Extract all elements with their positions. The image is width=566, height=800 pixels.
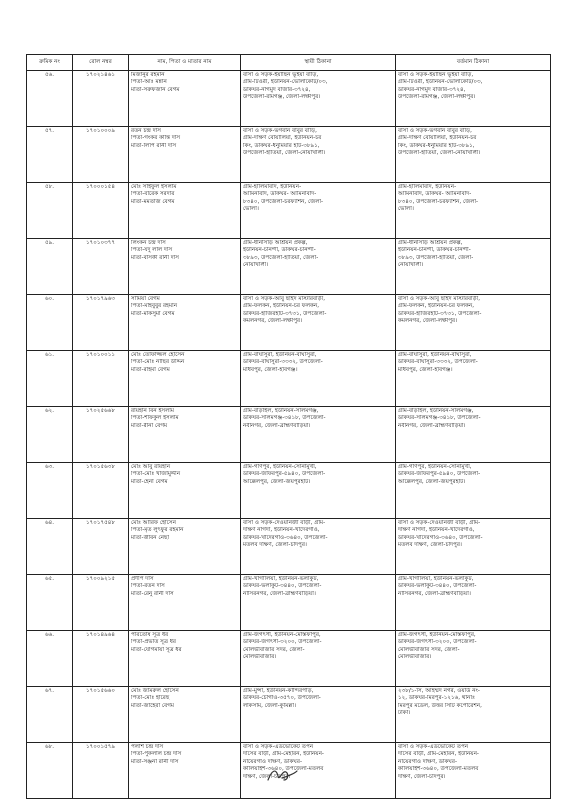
- address-line: আমিনাবাদ, ডাকঘর- আমিনাবাদ-: [398, 191, 472, 198]
- address-line: গ্রাম-গণিপুর, ইউনিয়ন-সোনামুখী,: [398, 464, 472, 470]
- address-line: ২৩৮/১-সি, আহম্মদ নগর, ওয়ার্ড নং-: [398, 688, 480, 694]
- address-line: ৮৩৪০, উপজেলা-চরফ্যাশন, জেলা-: [398, 198, 479, 205]
- permanent-address-cell: [241, 351, 396, 407]
- serial-cell: ৫৭.: [27, 127, 73, 183]
- name-line: মাতা-হেনা বেগম: [131, 478, 168, 485]
- present-address-cell: [396, 743, 551, 799]
- address-line: ডাকঘর-বাঘাসুরা-৩৩৩২, উপজেলা-: [243, 359, 323, 366]
- address-line: উপজেলা-হাতিয়া, জেলা-নোয়াখালী।: [398, 150, 481, 157]
- names-cell: [129, 631, 241, 687]
- present-address-cell: [396, 71, 551, 127]
- address-line: মতলব দক্ষিণ, জেলা-চাঁদপুর।: [243, 542, 307, 549]
- roll-cell: ১৭০১০৩৭৭: [73, 239, 129, 295]
- name-line: সামিয়া বেগম: [131, 296, 160, 302]
- roll-cell: ১৭০১০০১১: [73, 351, 129, 407]
- header-roll: রোল নম্বর: [73, 55, 129, 71]
- permanent-address-cell: [241, 575, 396, 631]
- address-line: বাসা ও সড়ক-ইয়াছিন ভূইয়া বাড়ি,: [398, 72, 474, 78]
- name-line: পিতা-মোঃ খাজামুদ্দীন: [131, 471, 181, 478]
- name-line: পিতা-পুকলাল চন্দ্র দাস: [131, 751, 182, 758]
- address-line: গ্রাম-টিওরী, ইউনিয়ন-ভোলাকোট/০৩,: [243, 79, 328, 86]
- table-row: [27, 519, 551, 575]
- address-line: নবীনগর, জেলা-ব্রাহ্মণবাড়িয়া।: [243, 422, 311, 429]
- address-line: আক্কেলপুর, জেলা-জয়পুরহাট।: [243, 478, 311, 485]
- name-line: মাতা-জাহেরা বেগম: [131, 702, 175, 709]
- address-line: ৩৮৯৩, উপজেলা-হাতিয়া, জেলা-: [243, 254, 319, 261]
- address-line: গ্রাম-বাড়াইল, ইউনিয়ন-সলিমগঞ্জ,: [398, 408, 474, 414]
- names-cell: [129, 463, 241, 519]
- address-line: গ্রাম-মুন্সা, ইউনিয়ন-কান্দিরপাড়,: [243, 688, 314, 694]
- serial-cell: ৫৮.: [27, 183, 73, 239]
- name-line: মাতা-যোগমায়া সূত্র ধর: [131, 646, 182, 653]
- table-row: [27, 239, 551, 295]
- address-line: গ্রাম-ফলকন, ইউনিয়ন-চর ফলকন,: [243, 303, 320, 310]
- address-line: কিং, ডাকঘর-ধনুমিয়ার হাট-৩৮৯১,: [398, 142, 475, 149]
- table-row: [27, 295, 551, 351]
- table-row: [27, 183, 551, 239]
- address-line: গ্রাম-বাড়াইল, ইউনিয়ন-সলিমগঞ্জ,: [243, 408, 319, 414]
- address-line: বাসা ও সড়ক-ইয়াছিন ভূইয়া বাড়ি,: [243, 72, 319, 78]
- names-cell: [129, 519, 241, 575]
- address-line: গ্রাম-ধানসিড়ি আশ্রয়ন প্রকল্প,: [398, 240, 463, 246]
- address-line: উপজেলা-হাতিয়া, জেলা-নোয়াখালী।: [243, 150, 326, 157]
- name-line: মোঃ আবু রায়হান: [131, 464, 171, 470]
- permanent-address-cell: [241, 239, 396, 295]
- address-line: গ্রাম-বাঘাসুরা, ইউনিয়ন-বাঘাসুরা,: [243, 352, 317, 358]
- permanent-address-cell: [241, 295, 396, 351]
- address-line: নাসিরনগর, জেলা-ব্রাহ্মণবাড়িয়া।: [243, 590, 316, 597]
- name-line: পিতা-যদু লাল দাস: [131, 247, 173, 254]
- name-line: প্রদীপ দাস: [131, 576, 154, 582]
- address-line: গ্রাম-খাগালিয়া, ইউনিয়ন-ভলাকুট,: [398, 576, 474, 582]
- names-cell: [129, 687, 241, 743]
- name-line: মাতা-লিপি রানী দাস: [131, 142, 177, 149]
- address-line: উপজেলা-রামগঞ্জ, জেলা-লক্ষীপুর।: [398, 94, 476, 101]
- present-address-cell: [396, 295, 551, 351]
- name-line: মাতা-বাসকী রানী দাস: [131, 254, 179, 261]
- table-row: [27, 575, 551, 631]
- permanent-address-cell: [241, 519, 396, 575]
- address-line: ডাকঘর-ভলাকুট-৩৪৪০, উপজেলা-: [243, 583, 322, 590]
- name-line: মাতা-মাকসুমা বেগম: [131, 310, 175, 317]
- name-line: পিতা-মোঃ নাছির উদ্দিন: [131, 359, 185, 366]
- address-line: কিং, ডাকঘর-ধনুমিয়ার হাট-৩৮৯১,: [243, 142, 320, 149]
- table-row: [27, 463, 551, 519]
- address-line: ৮৩৪০, উপজেলা-চরফ্যাশন, জেলা-: [243, 198, 324, 205]
- address-line: ডাকঘর-খাদেরগাঁও-৩৬৪০, উপজেলা-: [398, 534, 483, 541]
- names-cell: [129, 575, 241, 631]
- address-line: নোয়াখালী।: [243, 262, 269, 269]
- serial-cell: ৬৫.: [27, 575, 73, 631]
- address-line: দাসের বাড়ী, গ্রাম-মেহারন, ইউনিয়ন-: [398, 751, 479, 758]
- roll-cell: ১৭০১৫৬৬০: [73, 687, 129, 743]
- address-line: মাধবপুর, জেলা-হবিগঞ্জ।: [398, 366, 453, 373]
- name-line: মাতা-মমতাজ বেগম: [131, 198, 175, 205]
- permanent-address-cell: [241, 183, 396, 239]
- address-line: গ্রাম-হালিমাবাদ, ইউনিয়ন-: [243, 184, 302, 190]
- name-line: পিতা-আঃ মন্নান: [131, 79, 167, 86]
- address-line: দক্ষিণ নাগদা, ইউনিয়ন-খাদেরগাঁও,: [398, 527, 475, 534]
- table-row: [27, 631, 551, 687]
- header-present-address: বর্তমান ঠিকানা: [396, 55, 551, 71]
- address-line: ডাকঘর-জাফরপুর-৫৯৪০, উপজেলা-: [398, 471, 481, 478]
- address-line: ডাকঘর-বাঘাসুরা-৩৩৩২, উপজেলা-: [398, 359, 478, 366]
- permanent-address-cell: [241, 463, 396, 519]
- roll-cell: ১৭০১৭৯৬৩: [73, 295, 129, 351]
- address-line: ডাকঘর-নাগমুদ বাজার-৩৭২৪,: [398, 86, 466, 93]
- address-line: ডাকঘর-জগৎসী-৩২০০, উপজেলা-: [398, 639, 477, 646]
- name-line: পিতা-প্রভাত সূত্র ধর: [131, 639, 176, 646]
- address-line: বাসা ও সড়ক-ভগবান বাবুর বাড়ি,: [398, 128, 472, 134]
- name-line: পলাশ চন্দ্র দাস: [131, 744, 164, 750]
- header-serial: ক্রমিক নং: [27, 55, 73, 71]
- address-line: বাসা ও সড়ক-এডভোকেট তপন: [398, 744, 469, 750]
- address-line: ১২, ডাকঘর-মিরপুর-১২১৬, থানাঃ: [398, 695, 475, 702]
- roll-cell: ১৭০১৫৬৩৮: [73, 463, 129, 519]
- name-line: রায়হান বিন ইসলাম: [131, 408, 175, 414]
- address-line: ডাকঘর-সলিমগঞ্জ-৩৪১৮, উপজেলা-: [243, 415, 326, 422]
- names-cell: [129, 351, 241, 407]
- permanent-address-cell: [241, 687, 396, 743]
- name-line: মিজানুর রহমান: [131, 72, 165, 78]
- permanent-address-cell: [241, 631, 396, 687]
- name-line: পিতা-গংকর কান্তি দাস: [131, 135, 181, 142]
- table-row: [27, 407, 551, 463]
- name-line: মোঃ তোফাজ্জল হোসেন: [131, 352, 185, 358]
- name-line: রতন চন্দ্র দাস: [131, 128, 161, 134]
- roll-cell: ১৭০০০১৫৪: [73, 183, 129, 239]
- serial-cell: ৬৩.: [27, 463, 73, 519]
- header-permanent-address: স্থায়ী ঠিকানা: [241, 55, 396, 71]
- address-line: ভোলা।: [398, 206, 414, 213]
- serial-cell: ৬১.: [27, 351, 73, 407]
- address-line: কালিয়াইশ-৩৬৪০, উপজেলা-মতলব: [243, 766, 324, 773]
- address-line: গ্রাম-জগৎসী, ইউনিয়ন-মোস্তফাপুর,: [398, 632, 476, 638]
- name-line: পিতা-রতন দাস: [131, 583, 165, 590]
- name-line: মাতা-জীবন নেছা: [131, 534, 170, 541]
- serial-cell: ৬৭.: [27, 687, 73, 743]
- table-header-row: [27, 55, 551, 71]
- address-line: গ্রাম-ফলকন, ইউনিয়ন-চর ফলকন,: [398, 303, 475, 310]
- address-line: গ্রাম-খাগালিয়া, ইউনিয়ন-ভলাকুট,: [243, 576, 319, 582]
- document-sheet: [26, 54, 550, 799]
- address-line: ডাকঘর-নাগমুদ বাজার-৩৭২৪,: [243, 86, 311, 93]
- address-line: গ্রাম-জগৎসী, ইউনিয়ন-মোস্তফাপুর,: [243, 632, 321, 638]
- name-line: মোঃ সাইফুল ইসলাম: [131, 184, 177, 190]
- present-address-cell: [396, 519, 551, 575]
- address-line: কমলনগর, জেলা-লক্ষীপুর।: [398, 318, 458, 325]
- name-line: পিতা-বারেক সরদার: [131, 191, 175, 198]
- address-line: বাসা ও সড়ক-আবু ছাইদ মাস্টারবাড়ী,: [243, 296, 326, 302]
- header-names: নাম, পিতা ও মাতার নাম: [129, 55, 241, 71]
- present-address-cell: [396, 351, 551, 407]
- present-address-cell: [396, 575, 551, 631]
- address-line: ইউনিয়ন-চানন্দী, ডাকঘর-চানন্দী-: [398, 247, 471, 254]
- serial-cell: ৬০.: [27, 295, 73, 351]
- serial-cell: ৬৪.: [27, 519, 73, 575]
- name-line: পরিতোষ সূত্র ধর: [131, 632, 169, 638]
- roll-cell: ১৭০১৪৯৬৪: [73, 631, 129, 687]
- present-address-cell: [396, 183, 551, 239]
- present-address-cell: [396, 687, 551, 743]
- address-line: ডাকঘর-চৌগাঁও-৩৫৭০, উপজেলা-: [243, 695, 321, 702]
- address-line: মৌলভীবাজার সদর, জেলা-: [398, 646, 460, 653]
- name-line: মোঃ জামরুল হোসেন: [131, 688, 179, 694]
- roll-cell: ১৭০০১৫৭৯: [73, 743, 129, 799]
- name-line: মাতা-রেনু রানী দাস: [131, 590, 174, 597]
- address-line: গ্রাম-দক্ষিণ বোয়ালিয়া, ইউনিয়ন-চর: [398, 135, 477, 142]
- address-line: আমিনাবাদ, ডাকঘর- আমিনাবাদ-: [243, 191, 317, 198]
- address-line: নবীনগর, জেলা-ব্রাহ্মণবাড়িয়া।: [398, 422, 466, 429]
- address-line: বাসা ও সড়ক-দেওয়ানজী বাড়ী, গ্রাম-: [398, 520, 481, 526]
- address-line: নোয়াখালী।: [398, 262, 424, 269]
- address-line: আক্কেলপুর, জেলা-জয়পুরহাট।: [398, 478, 466, 485]
- permanent-address-cell: [241, 127, 396, 183]
- candidate-table: [26, 54, 551, 799]
- names-cell: [129, 743, 241, 799]
- address-line: কালিয়াইশ-৩৬৪০, উপজেলা-মতলব: [398, 766, 479, 773]
- address-line: মিরপুর মডেল, উত্তর সিটি কর্পোরেশন,: [398, 702, 482, 709]
- table-row: [27, 71, 551, 127]
- name-line: মাতা-সঞ্জনা রানী দাস: [131, 758, 179, 765]
- address-line: ডাকঘর-খাদেরগাঁও-৩৬৪০, উপজেলা-: [243, 534, 328, 541]
- address-line: বাসা ও সড়ক-দেওয়ানজী বাড়ী, গ্রাম-: [243, 520, 326, 526]
- address-line: লাকসাম, জেলা-কুমিল্লা।: [243, 702, 296, 709]
- serial-cell: ৫৬.: [27, 71, 73, 127]
- address-line: বাসা ও সড়ক-আবু ছাইদ মাস্টারবাড়ী,: [398, 296, 481, 302]
- names-cell: [129, 295, 241, 351]
- address-line: ডাকঘর-সলিমগঞ্জ-৩৪১৮, উপজেলা-: [398, 415, 481, 422]
- address-line: উপজেলা-রামগঞ্জ, জেলা-লক্ষীপুর।: [243, 94, 321, 101]
- permanent-address-cell: [241, 407, 396, 463]
- names-cell: [129, 71, 241, 127]
- address-line: ইউনিয়ন-চানন্দী, ডাকঘর-চানন্দী-: [243, 247, 316, 254]
- address-line: দক্ষিণ, জেলা-চাঁদপুর।: [398, 773, 446, 780]
- names-cell: [129, 407, 241, 463]
- present-address-cell: [396, 239, 551, 295]
- address-line: ডাকঘর-হাজিরহাট-৩৭৩১, উপজেলা-: [243, 310, 327, 317]
- address-line: গ্রাম-হালিমাবাদ, ইউনিয়ন-: [398, 184, 457, 190]
- address-line: গ্রাম-গণিপুর, ইউনিয়ন-সোনামুখী,: [243, 464, 317, 470]
- address-line: মৌলভীবাজার সদর, জেলা-: [243, 646, 305, 653]
- address-line: কমলনগর, জেলা-লক্ষীপুর।: [243, 318, 303, 325]
- serial-cell: ৬২.: [27, 407, 73, 463]
- roll-cell: ১৭০১০০০৯: [73, 127, 129, 183]
- name-line: মাতা-রীনা বেগম: [131, 422, 168, 429]
- serial-cell: ৫৯.: [27, 239, 73, 295]
- address-line: ডাকঘর-জগৎসী-৩২০০, উপজেলা-: [243, 639, 322, 646]
- address-line: ডাকঘর-জাফরপুর-৫৯৪০, উপজেলা-: [243, 471, 326, 478]
- address-line: নাসিরনগর, জেলা-ব্রাহ্মণবাড়িয়া।: [398, 590, 471, 597]
- names-cell: [129, 239, 241, 295]
- address-line: ঢাকা।: [398, 710, 411, 717]
- present-address-cell: [396, 407, 551, 463]
- address-line: ডাকঘর-হাজিরহাট-৩৭৩১, উপজেলা-: [398, 310, 482, 317]
- address-line: দক্ষিণ, জেলা-চাঁদপুর।: [243, 773, 291, 780]
- address-line: মৌলভীবাজার।: [243, 654, 277, 661]
- address-line: বাসা ও সড়ক-ভগবান বাবুর বাড়ি,: [243, 128, 317, 134]
- address-line: নায়েরগাঁও দক্ষিণ, ডাকঘর-: [398, 758, 457, 765]
- table-row: [27, 127, 551, 183]
- table-row: [27, 351, 551, 407]
- address-line: গ্রাম-টিওরী, ইউনিয়ন-ভোলাকোট/০৩,: [398, 79, 483, 86]
- address-line: বাসা ও সড়ক-এডভোকেট তপন: [243, 744, 314, 750]
- roll-cell: ১৭০০৯২১৫: [73, 575, 129, 631]
- roll-cell: ১৭০২১৪৬১: [73, 71, 129, 127]
- name-line: পিতা-মোঃ হারেছ: [131, 695, 170, 702]
- roll-cell: ১৭০২৫৬৬৮: [73, 407, 129, 463]
- name-line: লিংকন চন্দ্র দাস: [131, 240, 166, 246]
- name-line: পিতা-মাহবুবুর রহমান: [131, 303, 178, 310]
- present-address-cell: [396, 631, 551, 687]
- address-line: নায়েরগাঁও দক্ষিণ, ডাকঘর-: [243, 758, 302, 765]
- name-line: মাতা-রহিমা বেগম: [131, 366, 170, 373]
- address-line: মতলব দক্ষিণ, জেলা-চাঁদপুর।: [398, 542, 462, 549]
- serial-cell: ৬৬.: [27, 631, 73, 687]
- serial-cell: ৬৮.: [27, 743, 73, 799]
- present-address-cell: [396, 463, 551, 519]
- name-line: মাতা-সরুফজান বেগম: [131, 86, 180, 93]
- address-line: ৩৮৯৩, উপজেলা-হাতিয়া, জেলা-: [398, 254, 474, 261]
- address-line: গ্রাম-দক্ষিণ বোয়ালিয়া, ইউনিয়ন-চর: [243, 135, 322, 142]
- address-line: ডাকঘর-ভলাকুট-৩৪৪০, উপজেলা-: [398, 583, 477, 590]
- table-row: [27, 687, 551, 743]
- address-line: দক্ষিণ নাগদা, ইউনিয়ন-খাদেরগাঁও,: [243, 527, 320, 534]
- address-line: গ্রাম-ধানসিড়ি আশ্রয়ন প্রকল্প,: [243, 240, 308, 246]
- signature-mark: [264, 762, 300, 788]
- name-line: পিতা-শফিকুল ইসলাম: [131, 415, 179, 422]
- address-line: দাসের বাড়ী, গ্রাম-মেহারন, ইউনিয়ন-: [243, 751, 324, 758]
- name-line: মোঃ আরিফ হোসেন: [131, 520, 176, 526]
- address-line: ভোলা।: [243, 206, 259, 213]
- permanent-address-cell: [241, 71, 396, 127]
- roll-cell: ১৭০১৭৫৪৮: [73, 519, 129, 575]
- address-line: গ্রাম-বাঘাসুরা, ইউনিয়ন-বাঘাসুরা,: [398, 352, 472, 358]
- names-cell: [129, 183, 241, 239]
- table-body: [27, 71, 551, 799]
- names-cell: [129, 127, 241, 183]
- address-line: মাধবপুর, জেলা-হবিগঞ্জ।: [243, 366, 298, 373]
- address-line: মৌলভীবাজার।: [398, 654, 432, 661]
- name-line: পিতা-মৃত লুৎফুর রহমান: [131, 527, 184, 534]
- present-address-cell: [396, 127, 551, 183]
